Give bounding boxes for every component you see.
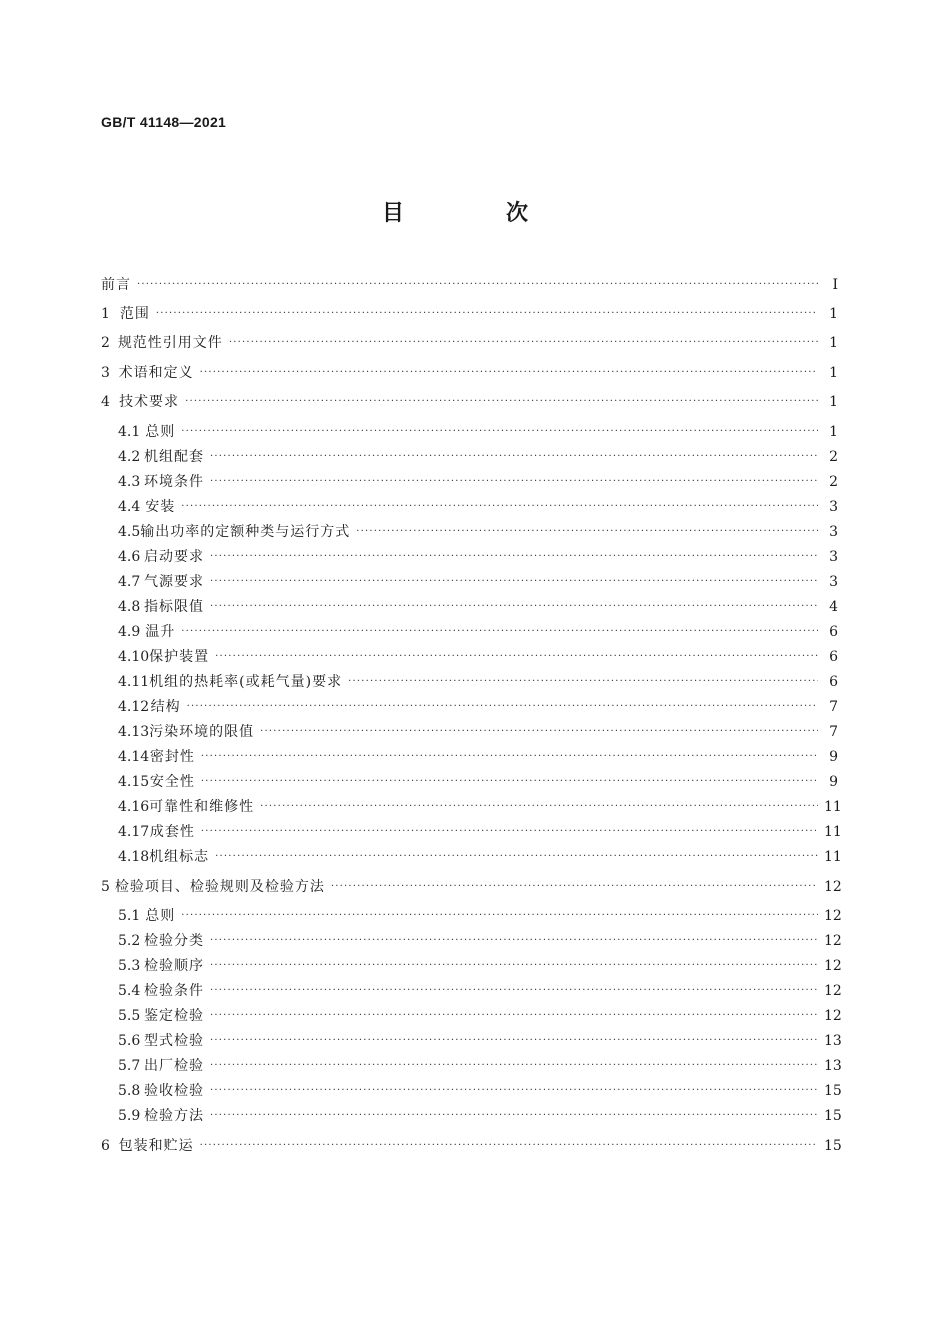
toc-entry-page: 6 [829,624,838,640]
toc-entry-page: 3 [829,499,838,515]
dot-leader [210,446,818,468]
toc-entry-number: 5.6 [118,1033,141,1049]
toc-entry-number: 4.16 [118,799,150,815]
toc-entry[interactable] [118,696,838,718]
toc-entry-number: 4.6 [118,549,141,565]
toc-entry-page: 15 [824,1138,842,1154]
dot-leader [200,362,818,384]
toc-entry-label: 前言 [101,277,131,293]
toc-entry-page: 15 [824,1083,842,1099]
toc-entry-label: 安全性 [149,774,195,790]
toc-entry-number: 5.7 [118,1058,141,1074]
toc-entry-label: 范围 [119,306,150,322]
toc-entry-page: 2 [829,449,838,465]
toc-entry-page: 1 [829,306,838,322]
toc-entry[interactable] [118,596,838,618]
dot-leader [215,646,818,668]
dot-leader [210,1030,818,1052]
toc-entry-number: 1 [101,306,110,322]
toc-entry-page: 12 [824,1008,842,1024]
toc-entry-label: 启动要求 [144,549,205,565]
toc-entry-label: 输出功率的定额种类与运行方式 [140,524,351,540]
toc-entry[interactable] [118,980,842,1002]
dot-leader [187,696,818,718]
toc-entry-number: 4.15 [118,774,150,790]
toc-entry-label: 密封性 [149,749,195,765]
toc-entry[interactable] [118,796,842,818]
toc-entry[interactable] [118,671,838,693]
toc-entry-page: 6 [829,674,838,690]
toc-entry-label: 出厂检验 [144,1058,205,1074]
toc-entry-label: 规范性引用文件 [117,335,223,351]
toc-entry[interactable] [118,930,842,952]
toc-entry-page: 1 [829,394,838,410]
toc-entry-label: 型式检验 [144,1033,205,1049]
toc-entry-page: 1 [829,424,838,440]
toc-entry[interactable] [118,646,838,668]
dot-leader [210,546,818,568]
dot-leader [210,1055,818,1077]
dot-leader [156,303,818,325]
toc-entry-page: 12 [824,933,842,949]
toc-entry-label: 术语和定义 [118,365,194,381]
dot-leader [201,821,818,843]
dot-leader [210,1105,818,1127]
toc-entry[interactable] [118,571,838,593]
toc-entry[interactable] [118,521,838,543]
toc-entry-number: 4.10 [118,649,150,665]
toc-entry-number: 4.2 [118,449,141,465]
toc-entry-number: 3 [101,365,110,381]
toc-entry-number: 4.7 [118,574,141,590]
toc-entry-number: 4.5 [118,524,141,540]
toc-entry[interactable] [118,1080,842,1102]
dot-leader [210,596,818,618]
toc-entry-label: 环境条件 [144,474,205,490]
dot-leader [210,1005,818,1027]
dot-leader [210,471,818,493]
toc-entry[interactable] [118,1030,842,1052]
toc-entry[interactable] [101,274,838,296]
toc-entry[interactable] [118,421,838,443]
toc-entry-label: 安装 [145,499,176,515]
toc-entry[interactable] [101,332,838,354]
toc-entry-number: 4.1 [118,424,141,440]
dot-leader [260,796,818,818]
toc-entry-page: 12 [824,879,842,895]
toc-entry[interactable] [118,621,838,643]
toc-entry-number: 4.9 [118,624,141,640]
toc-entry-label: 结构 [150,699,181,715]
toc-entry-page: 11 [824,799,842,815]
toc-entry-label: 总则 [145,908,176,924]
toc-entry-number: 4.11 [118,674,150,690]
toc-entry[interactable] [118,471,838,493]
dot-leader [348,671,818,693]
dot-leader [201,746,818,768]
toc-entry[interactable] [118,905,842,927]
dot-leader [200,1135,818,1157]
toc-entry-page: 7 [829,699,838,715]
toc-entry-label: 检验项目、检验规则及检验方法 [114,879,325,895]
toc-entry-page: 11 [824,849,842,865]
toc-entry-label: 机组配套 [144,449,205,465]
toc-entry[interactable] [101,362,838,384]
toc-entry-number: 4.18 [118,849,150,865]
dot-leader [210,1080,818,1102]
toc-entry-label: 指标限值 [144,599,205,615]
toc-entry[interactable] [118,1005,842,1027]
toc-entry-label: 机组标志 [149,849,210,865]
toc-entry-page: 3 [829,574,838,590]
toc-entry-label: 包装和贮运 [118,1138,194,1154]
toc-entry-number: 5.3 [118,958,141,974]
toc-entry[interactable] [118,771,838,793]
toc-entry-label: 温升 [145,624,176,640]
toc-entry[interactable] [101,1135,842,1157]
toc-entry-number: 5 [101,879,110,895]
toc-entry-label: 总则 [145,424,176,440]
dot-leader [210,955,818,977]
toc-entry-number: 5.5 [118,1008,141,1024]
toc-entry-page: 6 [829,649,838,665]
toc-entry-number: 5.4 [118,983,141,999]
toc-entry-page: 11 [824,824,842,840]
toc-entry-page: 1 [829,365,838,381]
dot-leader [181,905,818,927]
dot-leader [181,621,818,643]
dot-leader [210,571,818,593]
dot-leader [215,846,818,868]
toc-entry-page: 12 [824,983,842,999]
page-title: 目 次 [381,201,568,226]
toc-entry-number: 4.8 [118,599,141,615]
dot-leader [181,421,818,443]
dot-leader [181,496,818,518]
dot-leader [137,274,818,296]
toc-entry-number: 4.13 [118,724,150,740]
toc-entry-page: 4 [829,599,838,615]
toc-entry-page: 13 [824,1033,842,1049]
toc-entry[interactable] [118,846,842,868]
toc-entry-page: 12 [824,958,842,974]
toc-entry-page: 7 [829,724,838,740]
toc-entry-label: 成套性 [149,824,195,840]
toc-entry-label: 污染环境的限值 [149,724,255,740]
toc-entry-label: 检验顺序 [144,958,205,974]
dot-leader [210,930,818,952]
toc-entry-number: 5.2 [118,933,141,949]
toc-entry-page: 9 [829,749,838,765]
toc-entry[interactable] [118,1055,842,1077]
toc-entry-label: 检验分类 [144,933,205,949]
toc-entry-label: 验收检验 [144,1083,205,1099]
dot-leader [356,521,818,543]
toc-entry-label: 保护装置 [149,649,210,665]
toc-entry-page: 9 [829,774,838,790]
dot-leader [260,721,818,743]
toc-entry[interactable] [101,876,842,898]
toc-entry[interactable] [101,391,838,413]
toc-entry-label: 气源要求 [144,574,205,590]
toc-entry-number: 4.14 [118,749,150,765]
toc-entry-page: 3 [829,549,838,565]
toc-entry-page: 3 [829,524,838,540]
toc-entry-page: Ⅰ [832,277,838,293]
toc-entry[interactable] [118,955,842,977]
toc-entry-label: 检验条件 [144,983,205,999]
toc-entry[interactable] [118,721,838,743]
toc-entry-page: 15 [824,1108,842,1124]
dot-leader [210,980,818,1002]
dot-leader [229,332,818,354]
toc-entry[interactable] [118,446,838,468]
toc-entry-number: 4.4 [118,499,141,515]
toc-entry-page: 12 [824,908,842,924]
toc-entry-label: 机组的热耗率(或耗气量)要求 [149,674,343,690]
dot-leader [331,876,818,898]
toc-entry-page: 2 [829,474,838,490]
toc-entry-label: 技术要求 [119,394,180,410]
toc-entry-number: 4.17 [118,824,150,840]
standard-code: GB/T 41148—2021 [101,114,227,130]
toc-entry-number: 5.1 [118,908,141,924]
toc-entry-number: 5.8 [118,1083,141,1099]
toc-entry[interactable] [118,821,842,843]
dot-leader [201,771,818,793]
toc-entry[interactable] [118,496,838,518]
toc-entry[interactable] [118,746,838,768]
toc-entry-number: 4.12 [118,699,150,715]
toc-entry-label: 检验方法 [144,1108,205,1124]
toc-entry-number: 4.3 [118,474,141,490]
toc-entry-number: 6 [101,1138,110,1154]
toc-entry[interactable] [101,303,838,325]
toc-entry[interactable] [118,1105,842,1127]
toc-entry-page: 13 [824,1058,842,1074]
toc-entry-number: 4 [101,394,110,410]
toc-entry-label: 鉴定检验 [144,1008,205,1024]
toc-entry[interactable] [118,546,838,568]
toc-entry-number: 2 [101,335,110,351]
dot-leader [185,391,818,413]
toc-entry-page: 1 [829,335,838,351]
toc-entry-number: 5.9 [118,1108,141,1124]
toc-entry-label: 可靠性和维修性 [149,799,255,815]
